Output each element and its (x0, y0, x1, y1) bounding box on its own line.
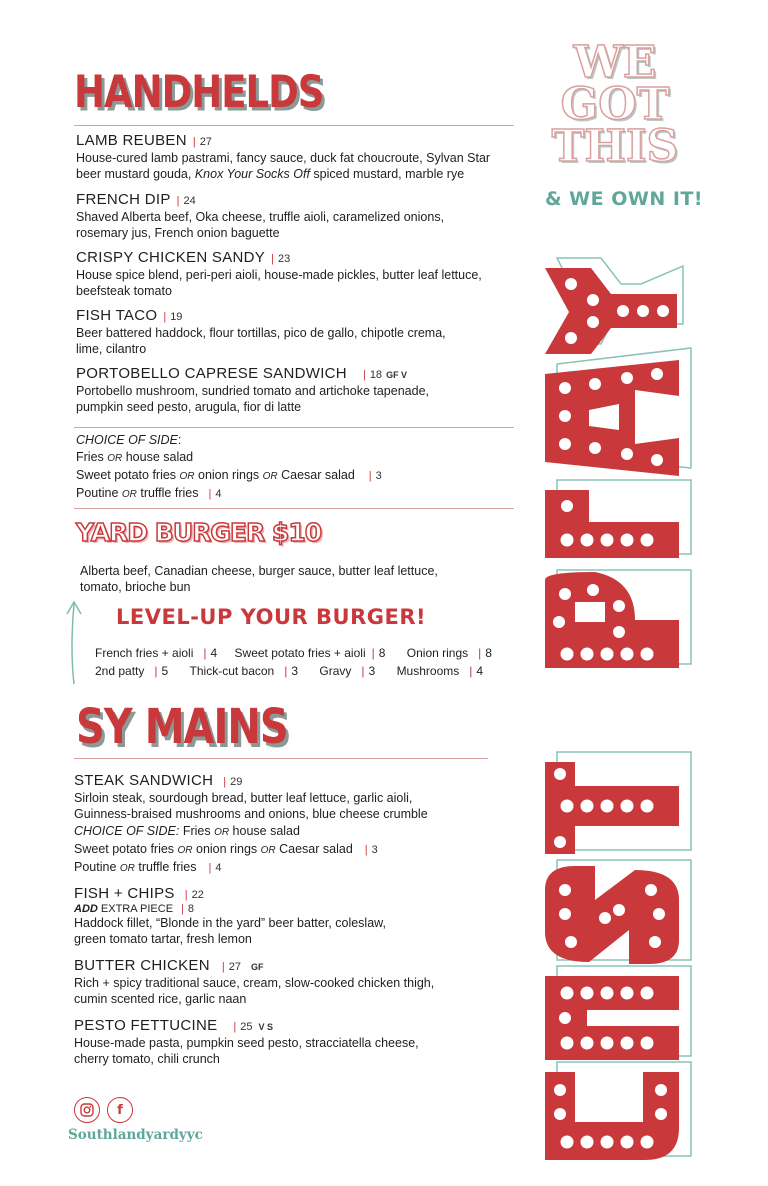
divider (74, 125, 514, 126)
item-name: LAMB REUBEN (76, 132, 187, 149)
menu-item: STEAK SANDWICH | 29 Sirloin steak, sourdough bread, butter leaf lettuce, garlic aioli, Guinness-braised mushrooms and onions, blue cheese crumble CHOICE OF SIDE: Fries OR house salad Sweet potato fries OR onion rings OR Caesar salad | 3 Poutine OR truffle fries | 4 (74, 772, 428, 874)
item-price: 25 (240, 1021, 253, 1033)
item-price: 27 (228, 961, 241, 973)
marquee-letter-u (545, 966, 691, 1060)
facebook-icon[interactable]: f (107, 1097, 133, 1123)
marquee-letter-j (545, 1062, 691, 1160)
item-desc: House spice blend, peri-peri aioli, house-made pickles, butter leaf lettuce, beefsteak tomato (76, 268, 482, 298)
menu-item: PESTO FETTUCINE | 25 V S House-made pasta, pumpkin seed pesto, stracciatella cheese, cherry tomato, chili crunch (74, 1017, 419, 1066)
dietary-tags: GF (250, 962, 264, 972)
side-heading: CHOICE OF SIDE: (74, 824, 180, 838)
social-handle[interactable]: Southlandyardyyc (68, 1127, 203, 1143)
item-name: CRISPY CHICKEN SANDY (76, 249, 266, 266)
item-desc: Shaved Alberta beef, Oka cheese, truffle aioli, caramelized onions, rosemary jus, French onion baguette (76, 210, 445, 240)
menu-item: FRENCH DIP | 24 Shaved Alberta beef, Oka cheese, truffle aioli, caramelized onions, rosemary jus, French onion baguette (76, 191, 526, 249)
item-price: 19 (170, 311, 183, 323)
dietary-tags: GF V (386, 370, 408, 380)
item-desc: House-cured lamb pastrami, fancy sauce, duck fat choucroute, Sylvan Star beer mustard gouda, Knox Your Socks Off spiced mustard, marble rye (76, 151, 491, 181)
mains-list (74, 772, 534, 1067)
addons-row-2: 2nd patty | 5 Thick-cut bacon | 3 Gravy | 3 Mushrooms | 4 (95, 664, 484, 678)
marquee-letter-p (545, 570, 691, 668)
choice-of-side: CHOICE OF SIDE: Fries OR house salad Sweet potato fries OR onion rings OR Caesar salad | 3 Poutine OR truffle fries | 4 (76, 433, 382, 500)
mains-title: SY MAINS (76, 700, 288, 756)
marquee-letter-l (545, 480, 691, 558)
arrow-up-icon (64, 598, 84, 686)
addons-row-1: French fries + aioli | 4 Sweet potato fries + aioli | 8 Onion rings | 8 (95, 646, 492, 660)
divider (74, 427, 514, 428)
menu-item: FISH + CHIPS | 22 ADD EXTRA PIECE | 8 Haddock fillet, “Blonde in the yard” beer batter, coleslaw, green tomato tartar, fresh lemon (74, 885, 386, 946)
item-price: 24 (183, 195, 196, 207)
menu-item: FISH TACO | 19 Beer battered haddock, flour tortillas, pico de gallo, chipotle crema, lime, cilantro (76, 307, 526, 365)
item-price: 23 (277, 253, 291, 265)
marquee-letter-s (545, 860, 691, 964)
instagram-icon[interactable] (74, 1097, 100, 1123)
item-name: FISH + CHIPS (74, 885, 175, 902)
divider (74, 758, 488, 759)
item-name: FISH TACO (76, 307, 158, 324)
menu-item: PORTOBELLO CAPRESE SANDWICH | 18 GF V Portobello mushroom, sundried tomato and artichoke tapenade, pumpkin seed pesto, arugula, fior di latte (76, 365, 526, 419)
dietary-tags: V S (258, 1022, 274, 1032)
item-name: PESTO FETTUCINE (74, 1017, 218, 1034)
burger-desc: Alberta beef, Canadian cheese, burger sauce, butter leaf lettuce, tomato, brioche bun (80, 564, 438, 594)
handhelds-list (76, 132, 526, 419)
level-up-title: LEVEL-UP YOUR BURGER! (116, 605, 427, 629)
we-got-this-logo: WE GOT THIS (551, 37, 679, 172)
menu-item: CRISPY CHICKEN SANDY | 23 House spice blend, peri-peri aioli, house-made pickles, butter leaf lettuce, beefsteak tomato (76, 249, 526, 307)
yard-burger-title: YARD BURGER $10 (76, 518, 322, 547)
item-price: 18 (369, 369, 383, 381)
item-desc: Beer battered haddock, flour tortillas, pico de gallo, chipotle crema, lime, cilantro (76, 326, 446, 356)
item-price: 22 (191, 889, 204, 901)
own-it-tagline: & WE OWN IT! (545, 188, 704, 210)
item-name: STEAK SANDWICH (74, 772, 214, 789)
divider (74, 508, 514, 509)
item-name: BUTTER CHICKEN (74, 957, 210, 974)
item-name: PORTOBELLO CAPRESE SANDWICH (76, 365, 347, 382)
marquee-letter-y (545, 258, 683, 354)
side-heading: CHOICE OF SIDE (76, 433, 178, 447)
marquee-letter-a (545, 348, 691, 476)
item-desc: Portobello mushroom, sundried tomato and artichoke tapenade, pumpkin seed pesto, arugula, fior di latte (76, 384, 429, 414)
just-play-marquee (535, 250, 695, 1170)
item-price: 29 (230, 776, 243, 788)
item-price: 27 (199, 136, 212, 148)
menu-item: BUTTER CHICKEN | 27 GF Rich + spicy traditional sauce, cream, slow-cooked chicken thigh, cumin scented rice, garlic naan (74, 957, 435, 1006)
handhelds-title: HANDHELDS (74, 66, 324, 118)
item-name: FRENCH DIP (76, 191, 171, 208)
marquee-letter-t (545, 752, 691, 854)
menu-item: LAMB REUBEN | 27 House-cured lamb pastrami, fancy sauce, duck fat choucroute, Sylvan Star beer mustard gouda, Knox Your Socks Off spiced mustard, marble rye (76, 132, 526, 191)
